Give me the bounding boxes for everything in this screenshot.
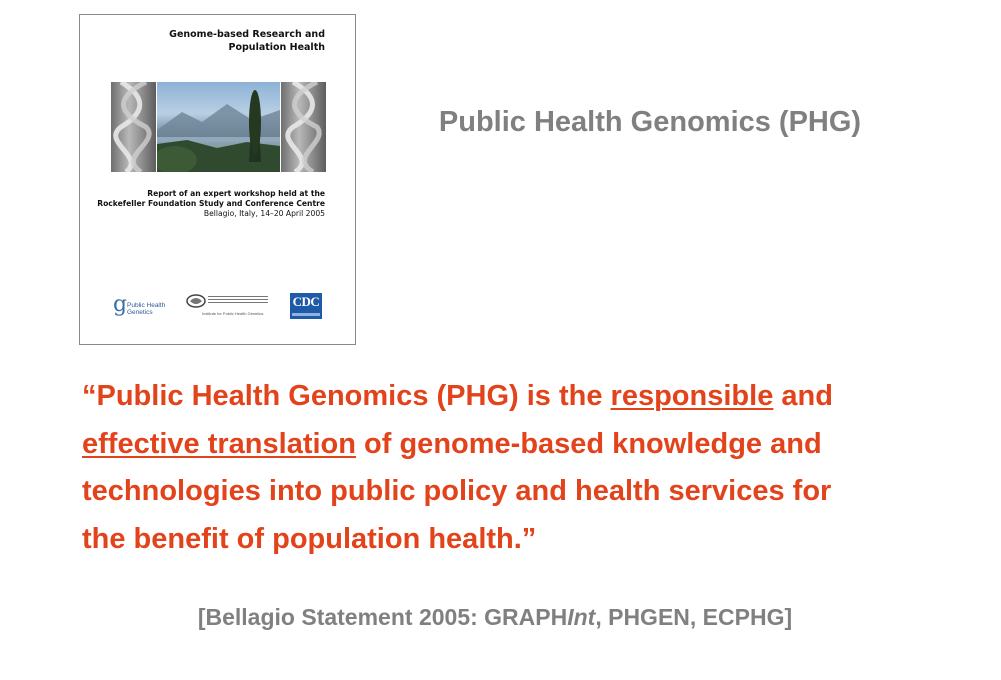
definition-line-2 [82,421,942,469]
logo-cdc-text: CDC [292,294,320,309]
citation [120,601,870,633]
cover-report-text [95,189,325,219]
logo-phg-line2: Genetics [127,309,153,316]
definition-line-4: the benefit of population health.” [82,522,537,555]
logo-phg-line1: Public Health [127,302,166,309]
public-health-genetics-logo [113,292,171,319]
cover-title [125,28,325,54]
definition-line1-end: and [773,380,833,412]
citation-suffix: , PHGEN, ECPHG] [595,604,793,630]
cover-title-line1: Genome-based Research and [169,29,325,40]
cover-report-line1: Report of an expert workshop held at the [147,189,325,198]
report-cover [79,14,356,345]
cover-logos [113,293,325,321]
cdc-logo [290,293,322,319]
seal-icon [186,294,206,308]
cover-title-line2: Population Health [228,42,325,53]
definition-line2-text: of genome-based knowledge and [355,427,822,460]
definition-line-1 [82,373,942,421]
helix-g-icon: g [113,292,128,317]
citation-prefix: [Bellagio Statement 2005: GRAPH [197,604,568,630]
cover-report-line2: Rockefeller Foundation Study and Conference Centre [97,199,325,208]
definition-line1-text: “Public Health Genomics (PHG) is the [82,380,611,412]
dna-helix-image-right [281,82,326,172]
dna-helix-image-left [111,82,156,172]
slide-title: Public Health Genomics (PHG) [438,106,862,138]
definition-line-3: technologies into public policy and health services for [82,475,832,507]
university-seal-logo [186,293,268,321]
cover-report-line3: Bellagio, Italy, 14–20 April 2005 [203,209,325,218]
underlined-effective-translation: effective translation [82,427,356,460]
underlined-responsible: responsible [610,380,774,412]
cover-photo-strip [111,82,326,172]
phg-definition-quote [82,373,942,563]
citation-italic: Int [567,604,596,630]
lake-landscape-photo [157,82,280,172]
logo-uw-caption: Institute for Public Health Genetics [202,311,264,316]
